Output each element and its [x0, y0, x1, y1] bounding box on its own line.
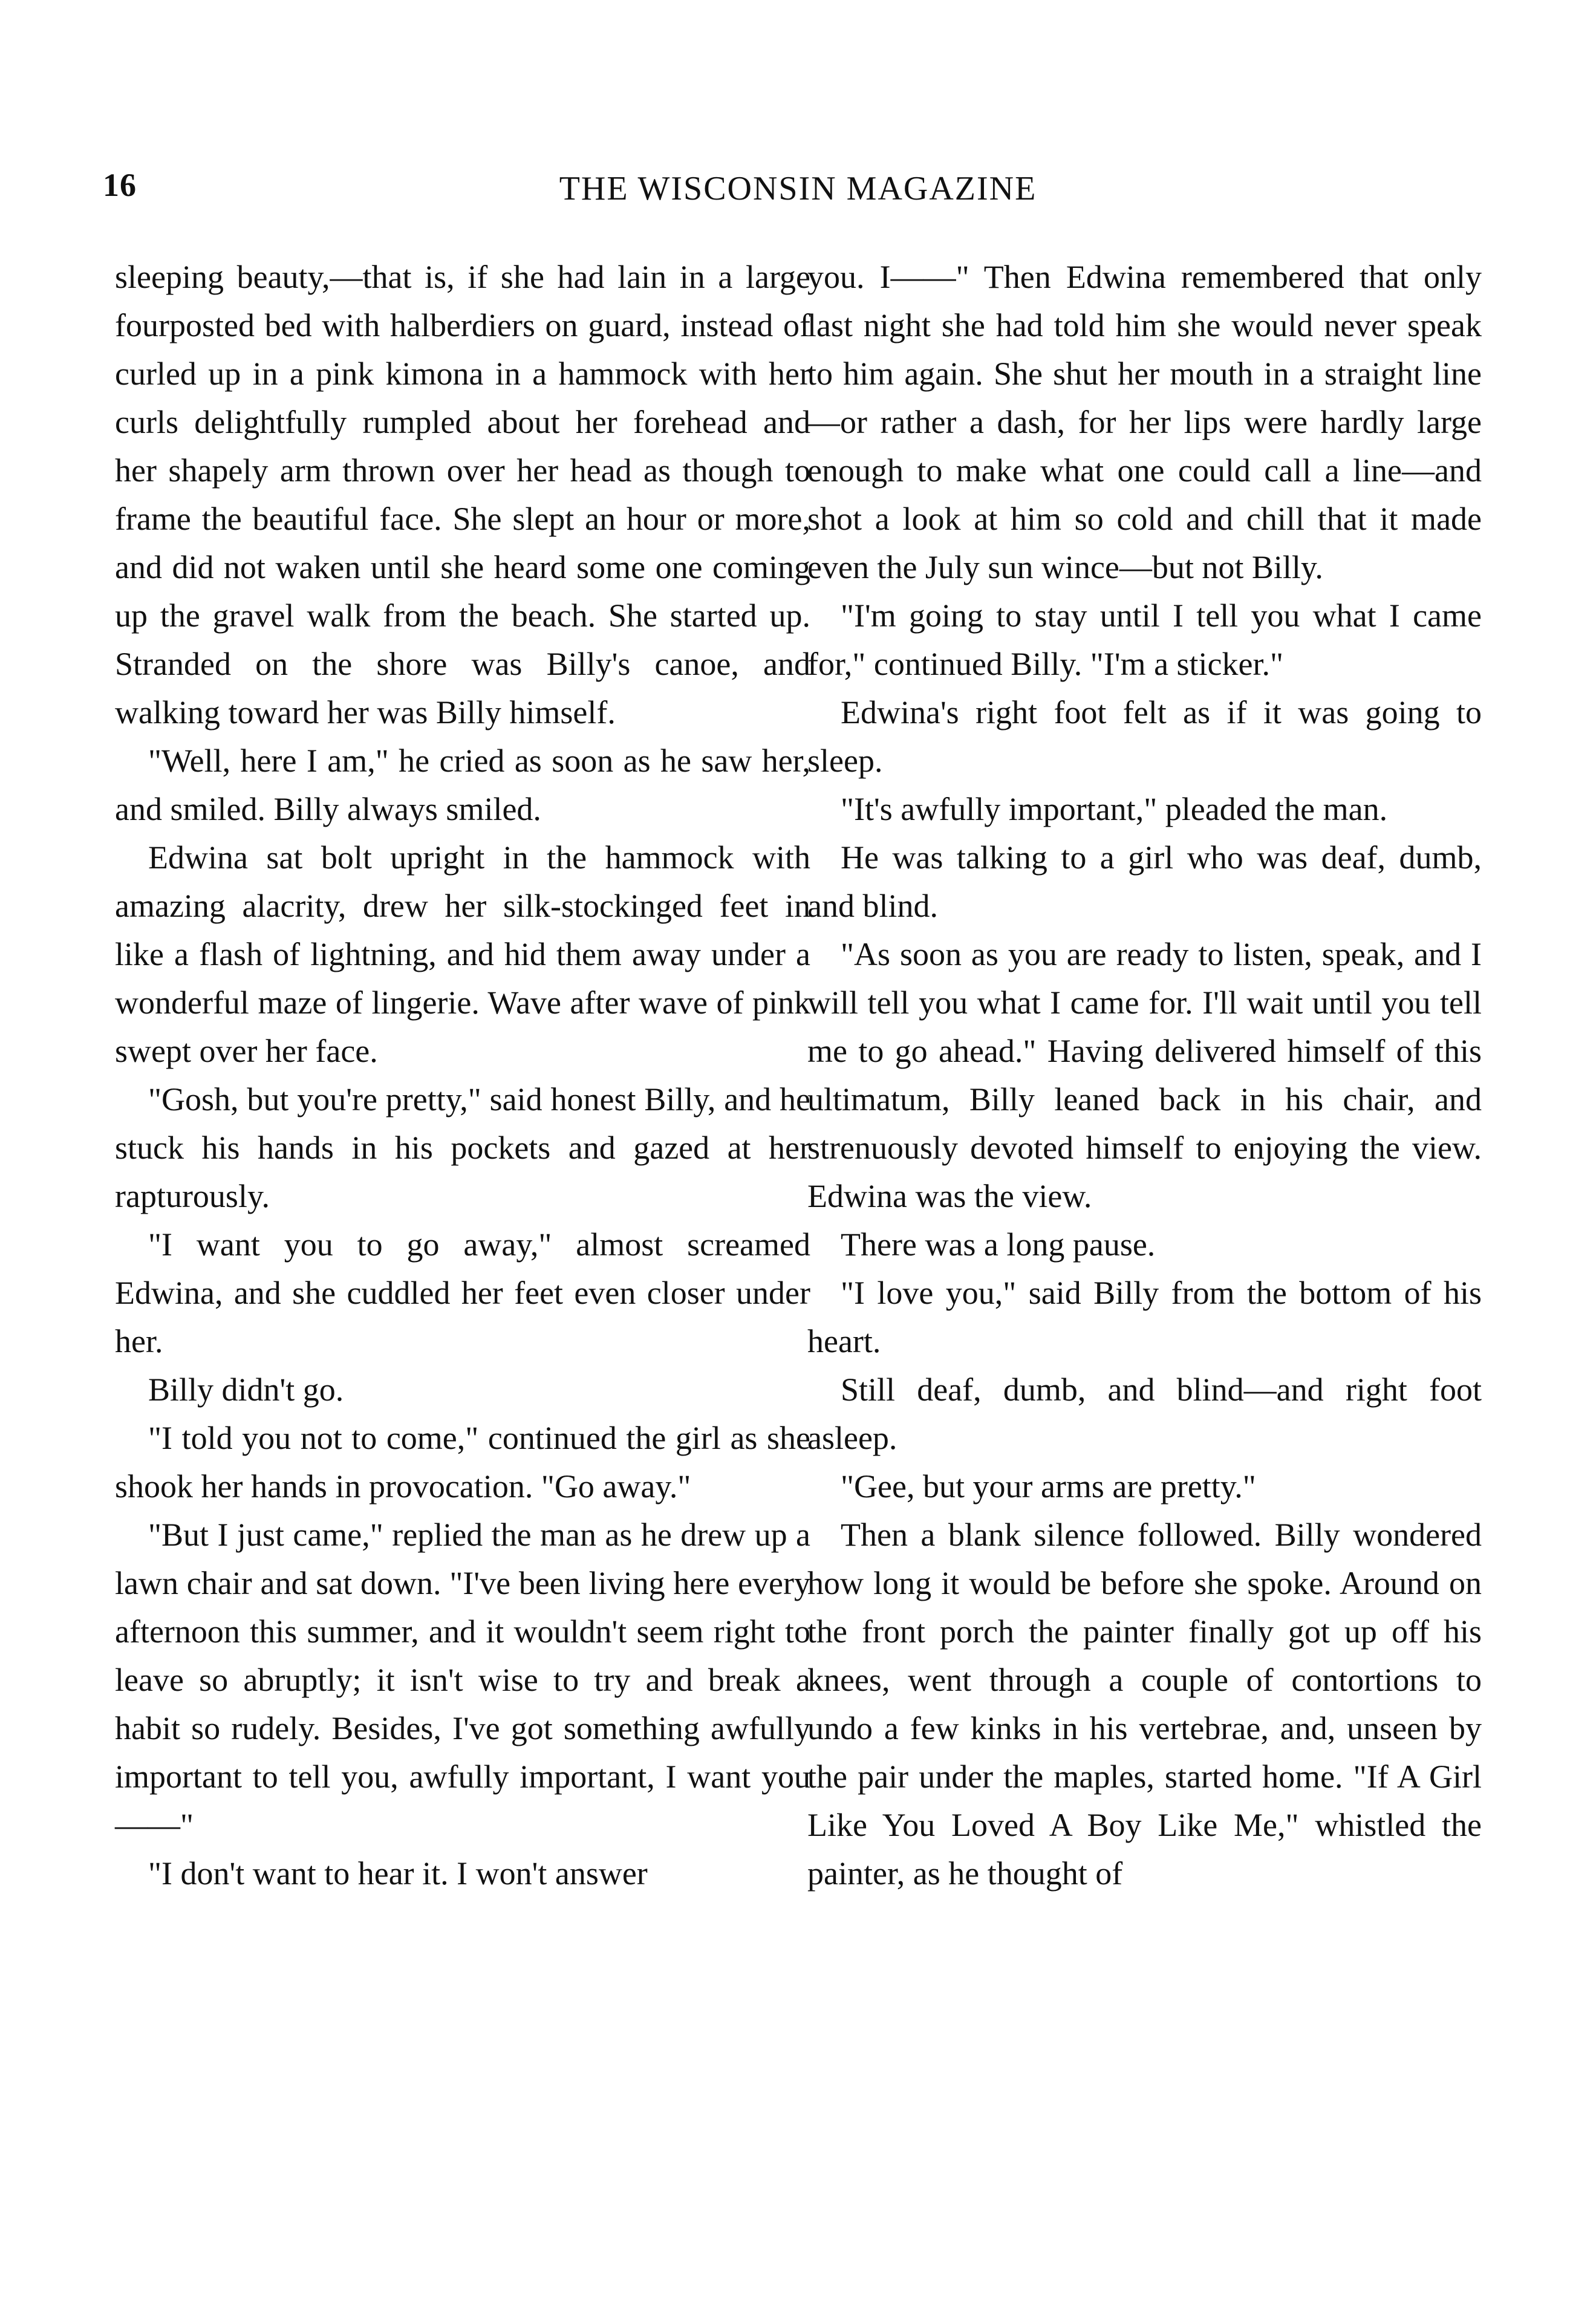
- paragraph: "As soon as you are ready to listen, speak, and I will tell you what I came for. I'll wait until you tell me to go ahead." Having delivered himself of this ultimatum, Billy leaned back in his chair, and strenuously devoted himself to enjoying the view. Edwina was the view.: [807, 936, 1482, 1214]
- paragraph: "I'm going to stay until I tell you what I came for," continued Billy. "I'm a sticker.": [807, 597, 1482, 682]
- left-column: [115, 253, 810, 1898]
- paragraph: He was talking to a girl who was deaf, dumb, and blind.: [807, 839, 1482, 924]
- paragraph: "But I just came," replied the man as he drew up a lawn chair and sat down. "I've been living here every afternoon this summer, and it wouldn't seem right to leave so abruptly; it isn't wise to try and break a habit so rudely. Besides, I've got something awfully important to tell you, awfully important, I want you——": [115, 1517, 810, 1843]
- paragraph: sleeping beauty,—that is, if she had lain in a large fourposted bed with halberdiers on guard, instead of curled up in a pink kimona in a hammock with her curls delightfully rumpled about her forehead and her shapely arm thrown over her head as though to frame the beautiful face. She slept an hour or more, and did not waken until she heard some one coming up the gravel walk from the beach. She started up. Stranded on the shore was Billy's canoe, and walking toward her was Billy himself.: [115, 259, 810, 730]
- paragraph: "Gee, but your arms are pretty.": [841, 1468, 1256, 1505]
- paragraph: "I don't want to hear it. I won't answer: [148, 1855, 648, 1892]
- page-number: 16: [103, 167, 137, 203]
- paragraph: Billy didn't go.: [148, 1371, 344, 1408]
- paragraph: There was a long pause.: [841, 1226, 1156, 1263]
- paragraph: "It's awfully important," pleaded the man.: [841, 791, 1388, 827]
- paragraph: Edwina sat bolt upright in the hammock with amazing alacrity, drew her silk-stockinged feet in like a flash of lightning, and hid them away under a wonderful maze of lingerie. Wave after wave of pink swept over her face.: [115, 839, 810, 1069]
- paragraph: Still deaf, dumb, and blind—and right foot asleep.: [807, 1371, 1482, 1456]
- paragraph: "I want you to go away," almost screamed Edwina, and she cuddled her feet even closer under her.: [115, 1226, 810, 1359]
- paragraph: "Well, here I am," he cried as soon as he saw her, and smiled. Billy always smiled.: [115, 743, 810, 827]
- paragraph: Then a blank silence followed. Billy wondered how long it would be before she spoke. Around on the front porch the painter finally got up off his knees, went through a couple of contortions to undo a few kinks in his vertebrae, and, unseen by the pair under the maples, started home. "If A Girl Like You Loved A Boy Like Me," whistled the painter, as he thought of: [807, 1517, 1482, 1892]
- running-head: THE WISCONSIN MAGAZINE: [559, 170, 1037, 207]
- right-column: [807, 253, 1482, 1898]
- paragraph: "I told you not to come," continued the girl as she shook her hands in provocation. "Go away.": [115, 1420, 810, 1505]
- paragraph: "I love you," said Billy from the bottom of his heart.: [807, 1275, 1482, 1359]
- paragraph: "Gosh, but you're pretty," said honest Billy, and he stuck his hands in his pockets and gazed at her rapturously.: [115, 1081, 810, 1214]
- paragraph: Edwina's right foot felt as if it was going to sleep.: [807, 694, 1482, 779]
- paragraph: you. I——" Then Edwina remembered that only last night she had told him she would never speak to him again. She shut her mouth in a straight line—or rather a dash, for her lips were hardly large enough to make what one could call a line—and shot a look at him so cold and chill that it made even the July sun wince—but not Billy.: [807, 259, 1482, 585]
